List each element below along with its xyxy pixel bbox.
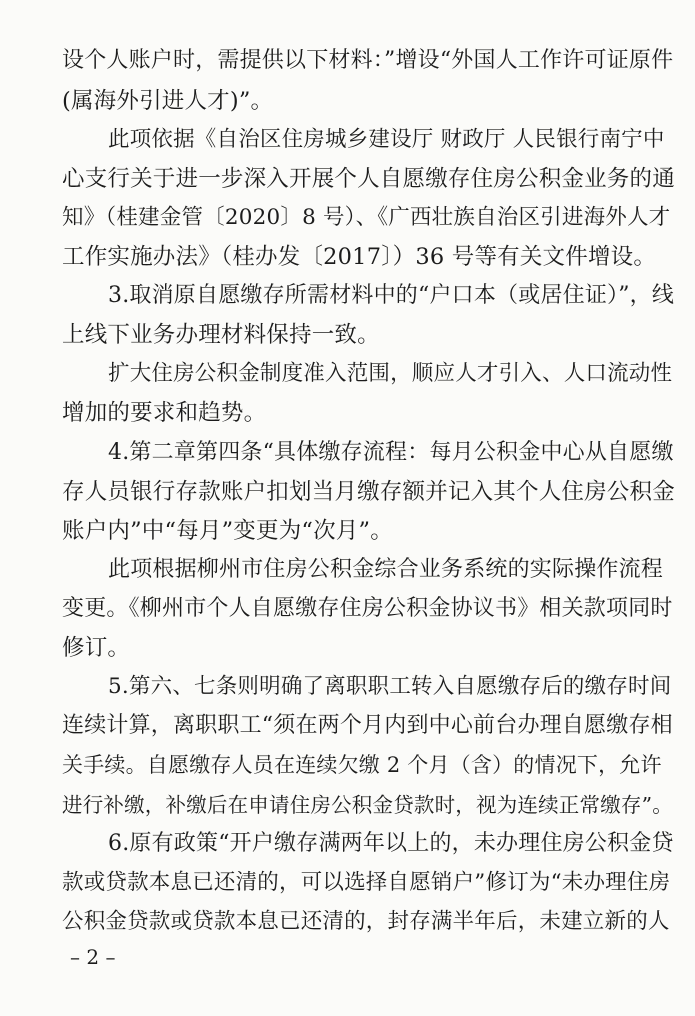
text-line: 设个人账户时，需提供以下材料：”增设“外国人工作许可证原件 (62, 48, 674, 73)
text-line: 此项依据《自治区住房城乡建设厅 财政厅 人民银行南宁中 (108, 127, 665, 152)
text-line: (属海外引进人才)”。 (62, 88, 274, 114)
text-line: 3.取消原自愿缴存所需材料中的“户口本（或居住证）”，线 (108, 283, 675, 308)
text-line: 公积金贷款或贷款本息已还清的，封存满半年后，未建立新的人 (62, 909, 670, 934)
text-line: 存人员银行存款账户扣划当月缴存额并记入其个人住房公积金 (62, 479, 675, 505)
text-line: 关手续。自愿缴存人员在连续欠缴 2 个月（含）的情况下，允许 (62, 753, 662, 777)
text-line: 扩大住房公积金制度准入范围，顺应人才引入、人口流动性 (108, 361, 673, 386)
text-line: 工作实施办法》（桂办发〔2017〕）36 号等有关文件增设。 (62, 244, 657, 270)
text-line: 账户内”中“每月”变更为“次月”。 (62, 518, 393, 544)
text-line: 进行补缴，补缴后在申请住房公积金贷款时，视为连续正常缴存”。 (62, 793, 673, 817)
text-line: 增加的要求和趋势。 (62, 400, 267, 426)
text-line: 修订。 (62, 635, 131, 661)
text-line: 连续计算，离职职工“须在两个月内到中心前台办理自愿缴存相 (62, 713, 673, 738)
text-line: 6.原有政策“开户缴存满两年以上的，未办理住房公积金贷 (108, 831, 674, 856)
text-line: 此项根据柳州市住房公积金综合业务系统的实际操作流程 (108, 557, 664, 582)
text-line: 变更。《柳州市个人自愿缴存住房公积金协议书》相关款项同时 (62, 596, 673, 621)
text-line: 上线下业务办理材料保持一致。 (62, 322, 380, 348)
text-line: 4.第二章第四条“具体缴存流程：每月公积金中心从自愿缴 (108, 440, 674, 465)
page-number: – 2 – (70, 945, 116, 969)
text-line: 心支行关于进一步深入开展个人自愿缴存住房公积金业务的通 (62, 166, 675, 192)
text-line: 5.第六、七条则明确了离职职工转入自愿缴存后的缴存时间 (108, 674, 672, 699)
text-line: 款或贷款本息已还清的，可以选择自愿销户”修订为“未办理住房 (62, 870, 671, 895)
text-line: 知》（桂建金管〔2020〕8 号）、《广西壮族自治区引进海外人才 (62, 205, 671, 230)
